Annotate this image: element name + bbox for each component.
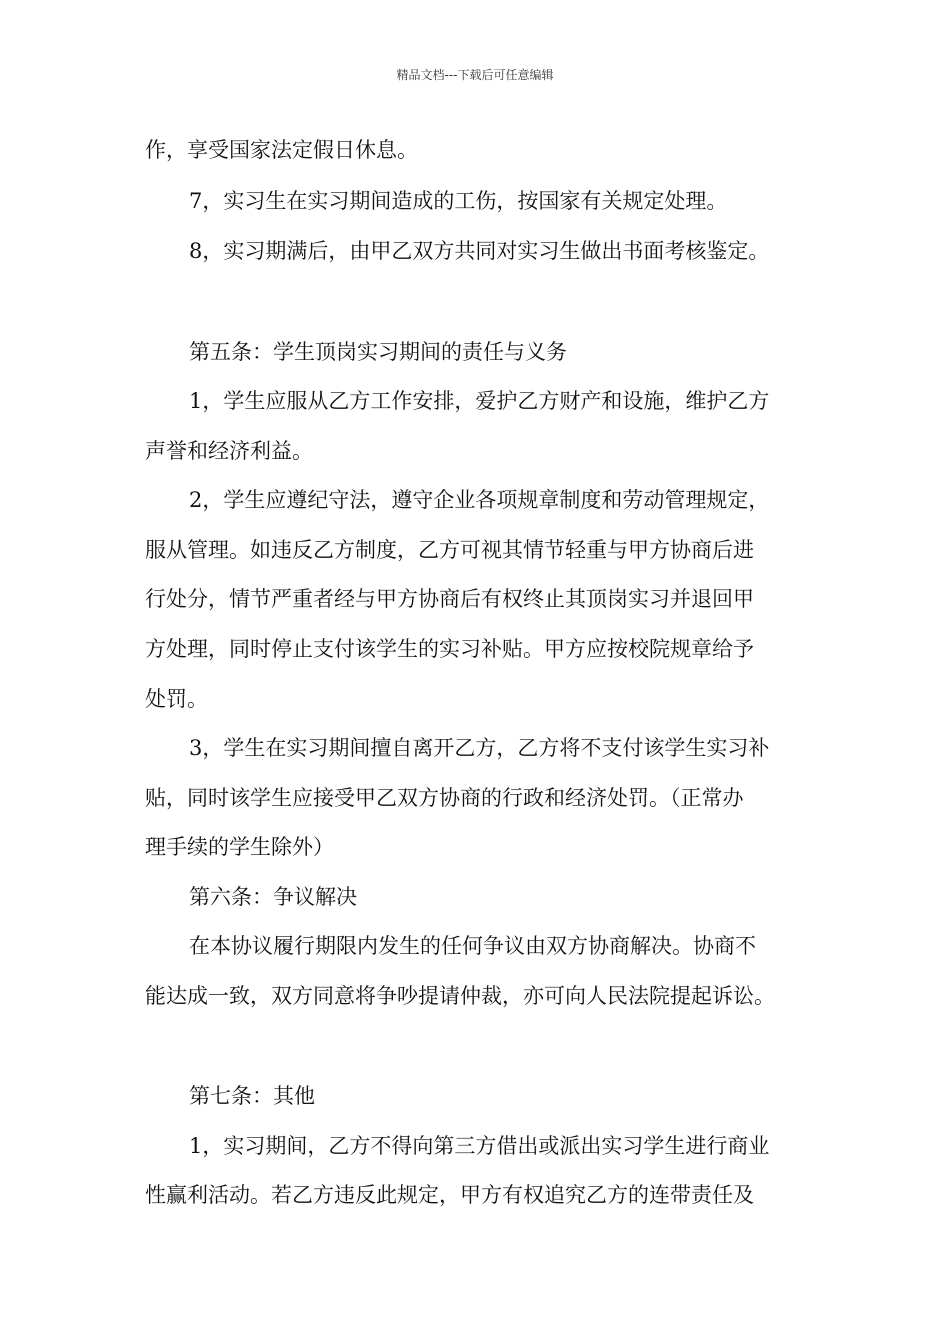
section-heading: 第七条：其他	[189, 1084, 315, 1108]
text-line: 3，学生在实习期间擅自离开乙方，乙方将不支付该学生实习补	[189, 736, 770, 760]
section-heading: 第六条：争议解决	[189, 885, 357, 909]
text-line: 服从管理。如违反乙方制度，乙方可视其情节轻重与甲方协商后进	[145, 538, 754, 562]
text-line: 能达成一致，双方同意将争吵提请仲裁，亦可向人民法院提起诉讼。	[145, 984, 775, 1008]
text-line: 理手续的学生除外）	[145, 835, 334, 859]
text-line: 7，实习生在实习期间造成的工伤，按国家有关规定处理。	[189, 189, 728, 213]
text-line: 贴，同时该学生应接受甲乙双方协商的行政和经济处罚。（正常办	[145, 786, 744, 810]
text-line: 性赢利活动。若乙方违反此规定，甲方有权追究乙方的连带责任及	[145, 1183, 754, 1207]
page-header: 精品文档---下载后可任意编辑	[396, 68, 554, 82]
text-line: 1，学生应服从乙方工作安排，爱护乙方财产和设施，维护乙方	[189, 389, 770, 413]
text-line: 8，实习期满后，由甲乙双方共同对实习生做出书面考核鉴定。	[189, 239, 770, 263]
text-line: 方处理，同时停止支付该学生的实习补贴。甲方应按校院规章给予	[145, 637, 754, 661]
text-line: 2，学生应遵纪守法，遵守企业各项规章制度和劳动管理规定，	[189, 488, 770, 512]
section-heading: 第五条：学生顶岗实习期间的责任与义务	[189, 340, 567, 364]
text-line: 在本协议履行期限内发生的任何争议由双方协商解决。协商不	[189, 934, 756, 958]
text-line: 1，实习期间，乙方不得向第三方借出或派出实习学生进行商业	[189, 1134, 770, 1158]
text-line: 行处分，情节严重者经与甲方协商后有权终止其顶岗实习并退回甲	[145, 587, 754, 611]
text-line: 作，享受国家法定假日休息。	[145, 138, 418, 162]
text-line: 声誉和经济利益。	[145, 439, 313, 463]
text-line: 处罚。	[145, 687, 208, 711]
